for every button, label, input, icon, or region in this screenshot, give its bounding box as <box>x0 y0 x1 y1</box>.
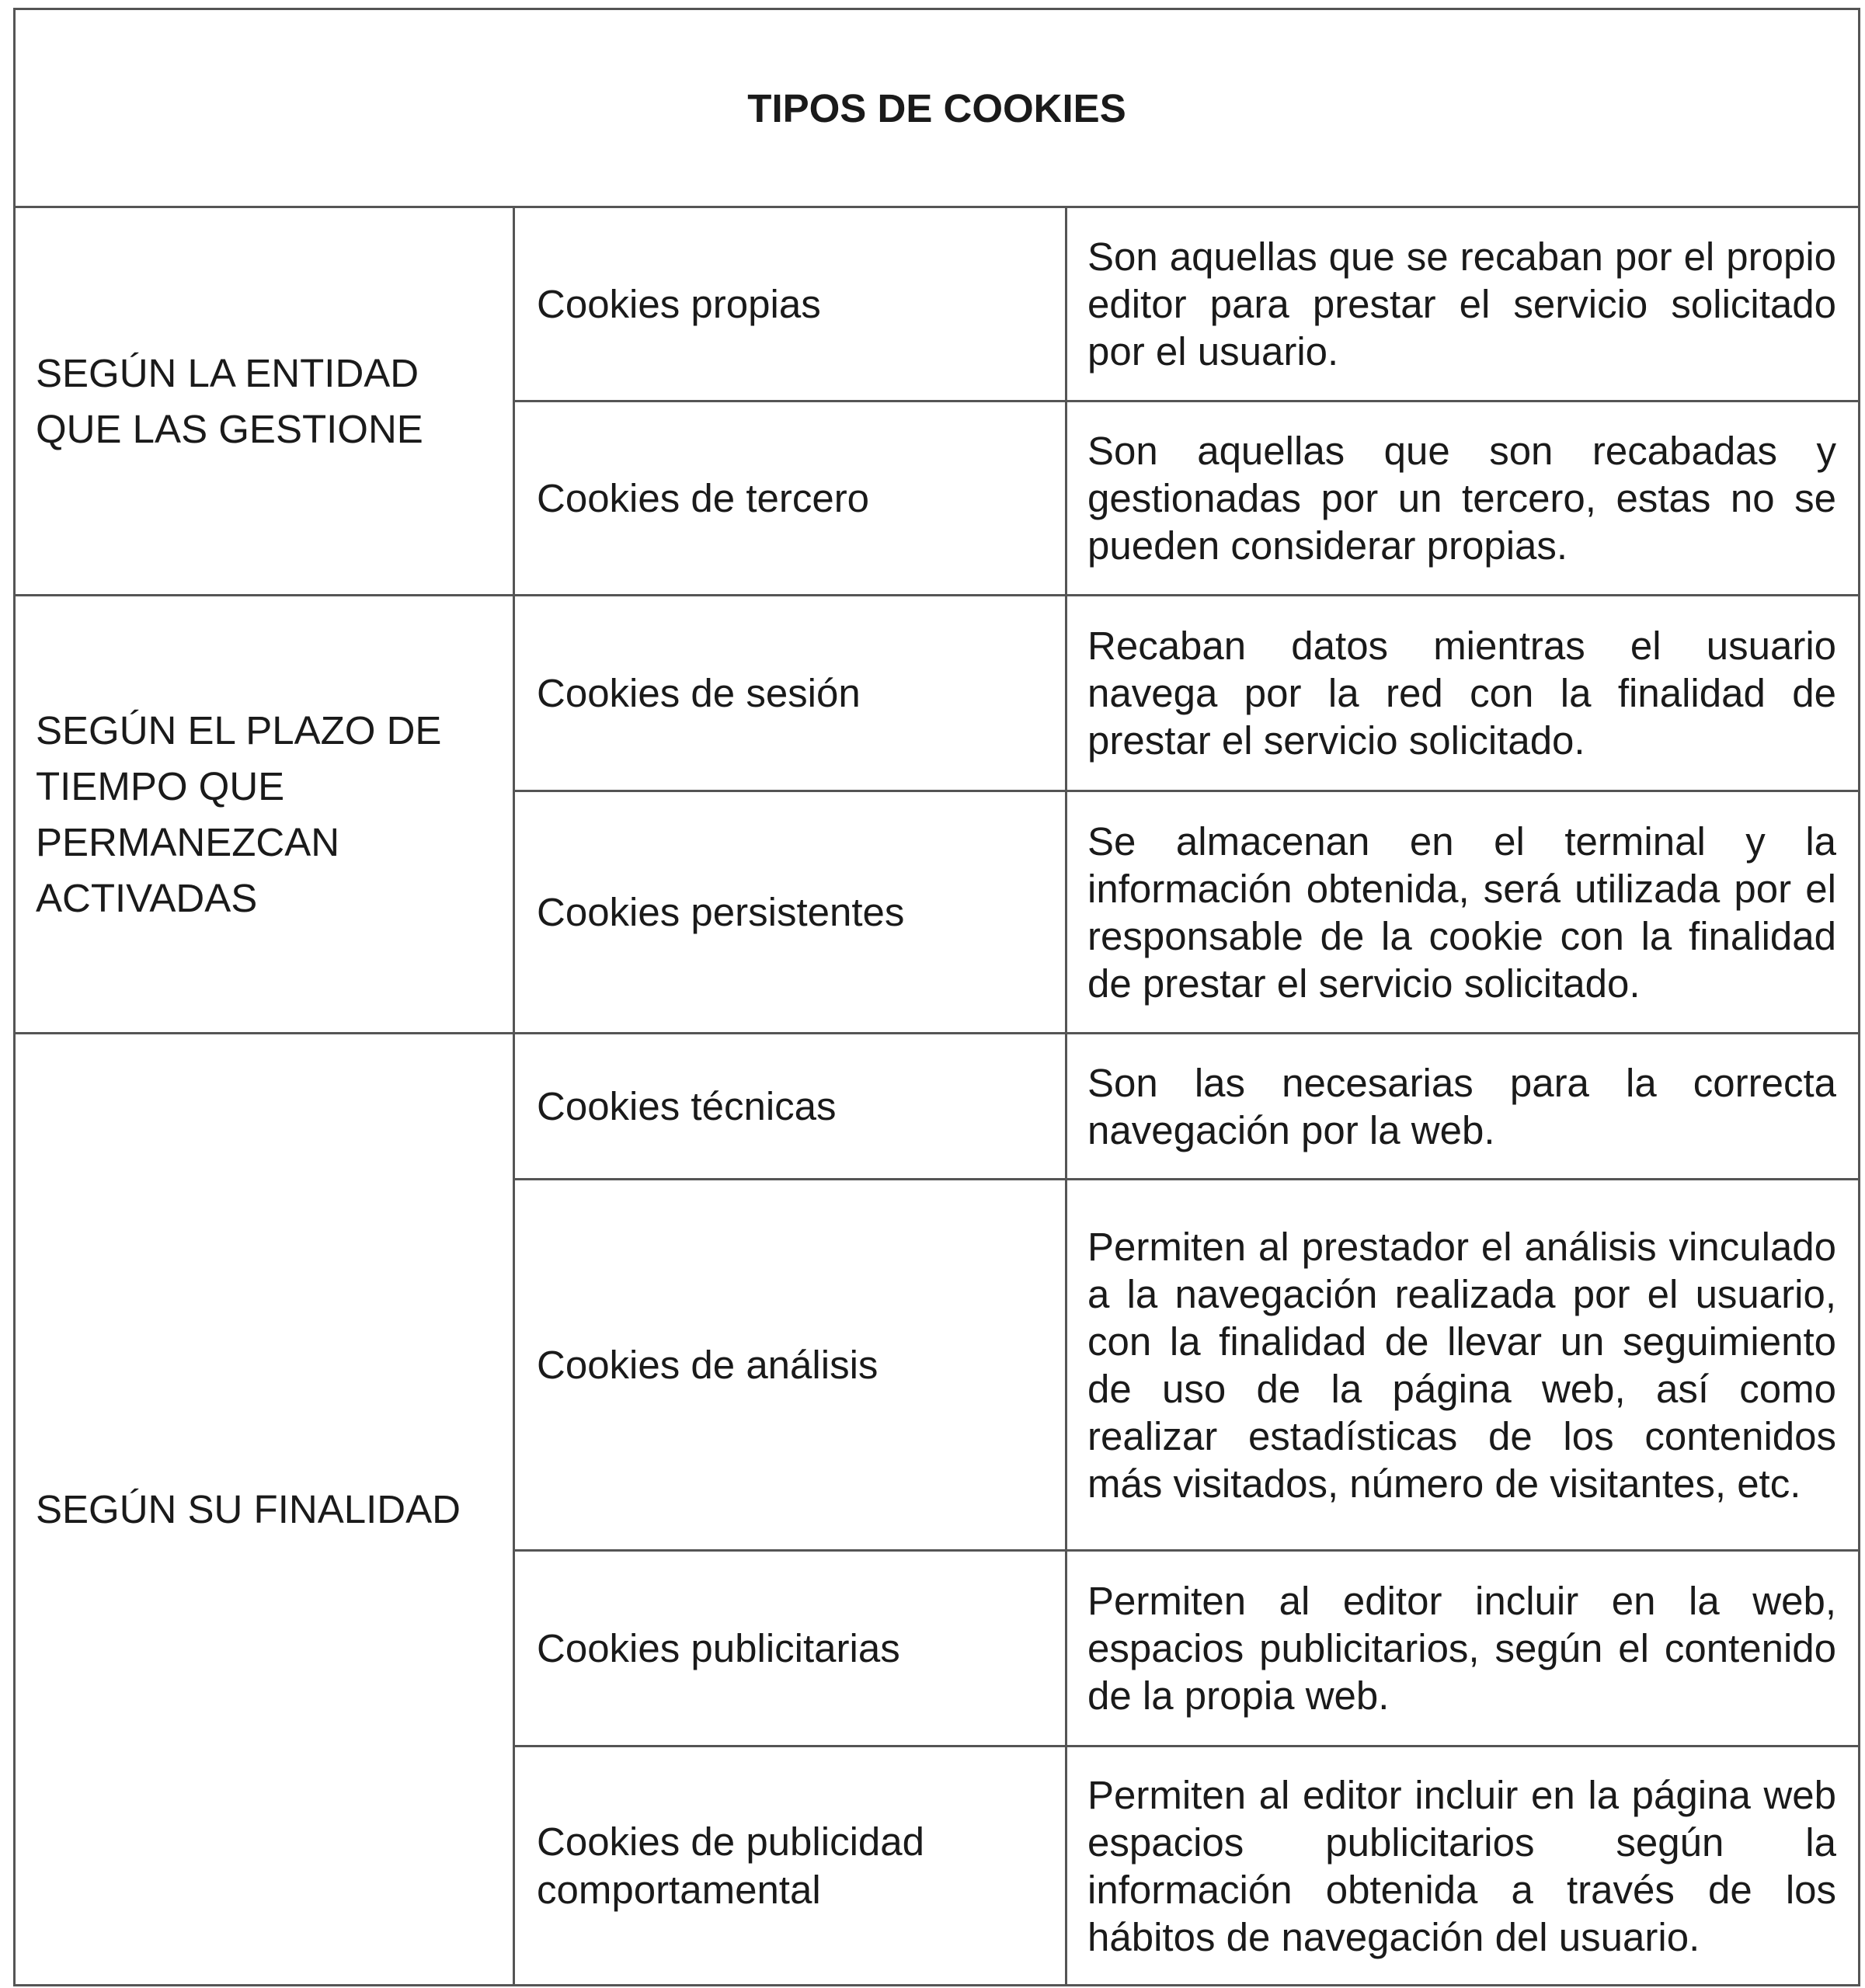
cookie-types-table <box>13 8 1860 1986</box>
table-row <box>15 1034 1860 1180</box>
cookie-description: Permiten al editor incluir en la página web espacios publicitarios según la información obtenida a través de los hábitos de navegación del usuario. <box>1066 1746 1860 1986</box>
cookie-name: Cookies técnicas <box>514 1034 1066 1180</box>
cookie-name: Cookies de análisis <box>514 1180 1066 1551</box>
cookie-name: Cookies de sesión <box>514 596 1066 791</box>
cookie-name: Cookies persistentes <box>514 791 1066 1034</box>
cookie-name: Cookies publicitarias <box>514 1551 1066 1746</box>
cookie-name: Cookies de publicidad comportamental <box>514 1746 1066 1986</box>
cookie-description: Son aquellas que se recaban por el propio editor para prestar el servicio solicitado por el usuario. <box>1066 207 1860 401</box>
cookie-description: Permiten al editor incluir en la web, espacios publicitarios, según el contenido de la propia web. <box>1066 1551 1860 1746</box>
cookie-description: Son aquellas que son recabadas y gestionadas por un tercero, estas no se pueden considerar propias. <box>1066 401 1860 596</box>
cookie-description: Recaban datos mientras el usuario navega por la red con la finalidad de prestar el servicio solicitado. <box>1066 596 1860 791</box>
table-row <box>15 207 1860 401</box>
cookie-name: Cookies de tercero <box>514 401 1066 596</box>
table-row <box>15 596 1860 791</box>
category-cell: SEGÚN LA ENTIDAD QUE LAS GESTIONE <box>15 207 514 596</box>
table-title: TIPOS DE COOKIES <box>15 9 1860 207</box>
table-title-row <box>15 9 1860 207</box>
cookie-description: Se almacenan en el terminal y la información obtenida, será utilizada por el responsable de la cookie con la finalidad de prestar el servicio solicitado. <box>1066 791 1860 1034</box>
cookie-description: Permiten al prestador el análisis vinculado a la navegación realizada por el usuario, con la finalidad de llevar un seguimiento de uso de la página web, así como realizar estadísticas de los contenidos más visitados, número de visitantes, etc. <box>1066 1180 1860 1551</box>
category-cell: SEGÚN EL PLAZO DE TIEMPO QUE PERMANEZCAN ACTIVADAS <box>15 596 514 1034</box>
category-cell: SEGÚN SU FINALIDAD <box>15 1034 514 1986</box>
cookie-description: Son las necesarias para la correcta navegación por la web. <box>1066 1034 1860 1180</box>
cookie-name: Cookies propias <box>514 207 1066 401</box>
